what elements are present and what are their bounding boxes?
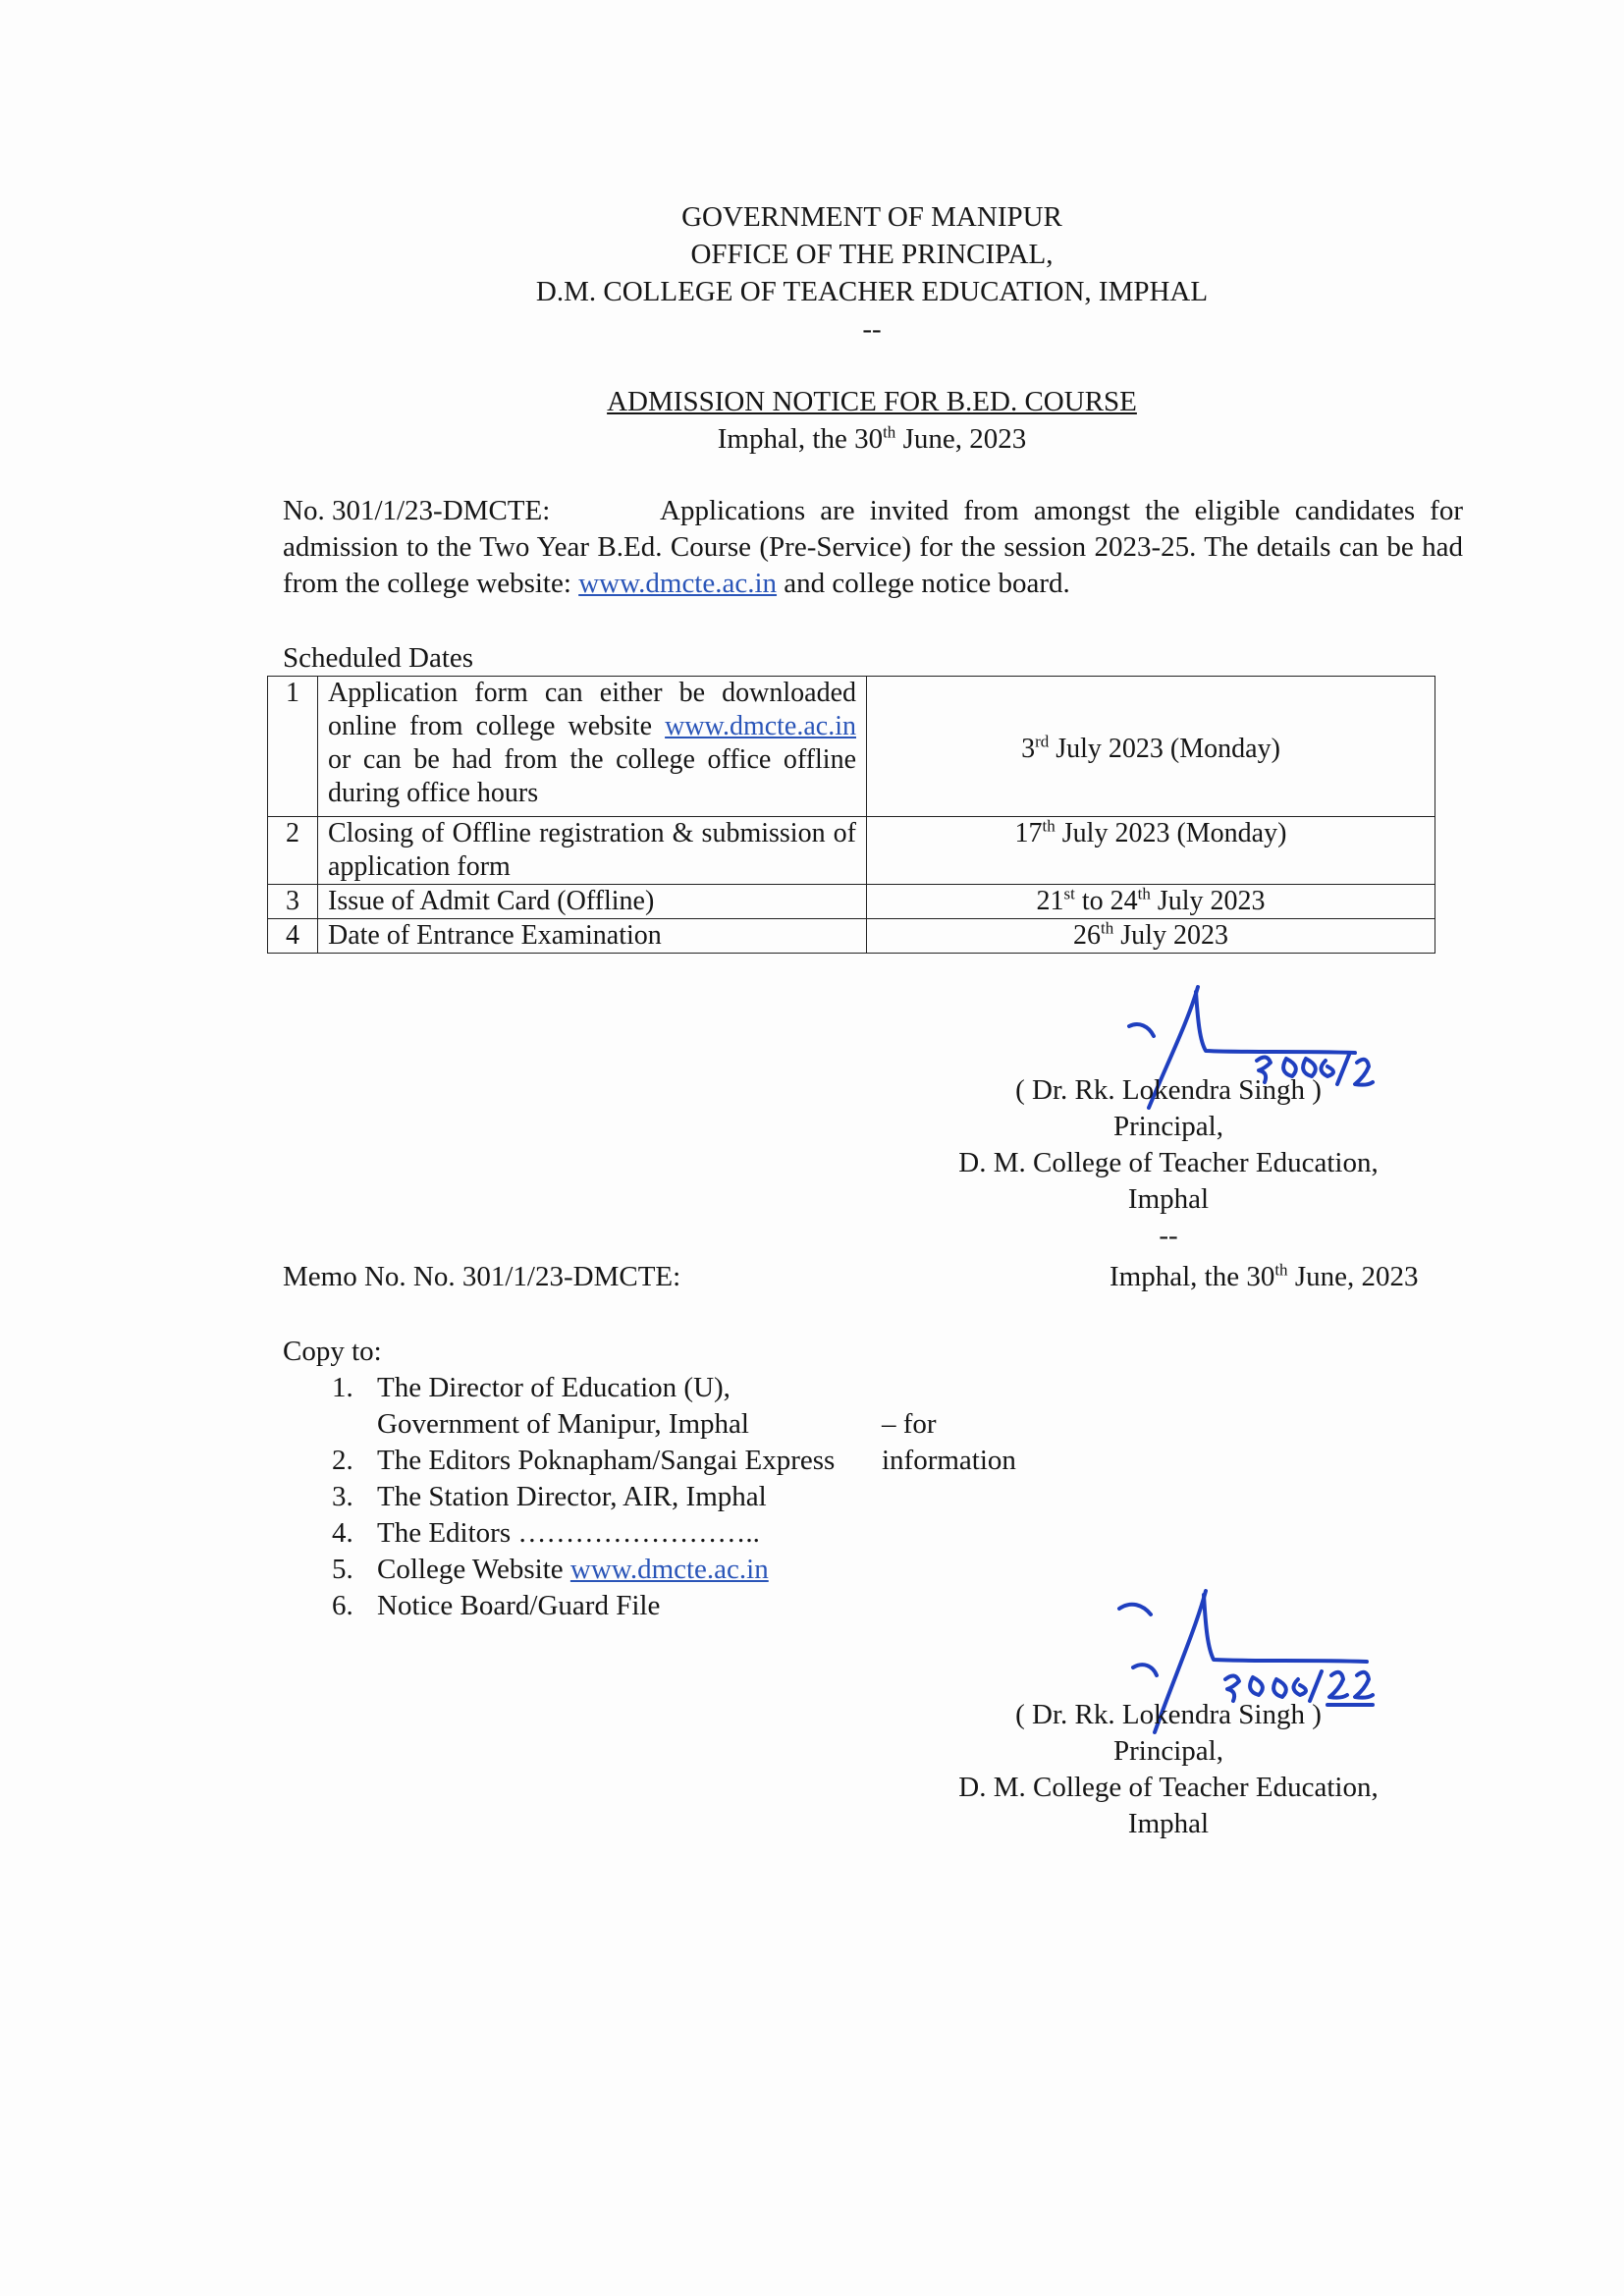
row-number: 4	[268, 919, 318, 954]
signature-block-1	[884, 1072, 1453, 1254]
memo-date: Imphal, the 30th June, 2023	[1110, 1260, 1419, 1292]
table-row	[268, 919, 1435, 954]
notice-title-block	[0, 383, 1624, 458]
row-description: Date of Entrance Examination	[318, 919, 867, 954]
copy-to-section	[283, 1334, 1016, 1624]
list-item: 4. The Editors ……………………..	[332, 1517, 760, 1549]
signatory-place: Imphal	[1127, 1808, 1210, 1839]
notice-body: No. 301/1/23-DMCTE: Applications are invited from amongst the eligible candidates for admission to the Two Year B.Ed. Course (Pre-Service) for the session 2023-25. The details can be had from the college website: www.dmcte.ac.in and college notice board.	[283, 495, 1463, 599]
list-item: 2. The Editors Poknapham/Sangai Express	[332, 1445, 836, 1476]
signature-block-2	[884, 1697, 1453, 1842]
list-item: 1. The Director of Education (U),	[332, 1372, 731, 1403]
row-date: 17th July 2023 (Monday)	[867, 817, 1435, 885]
header-government: GOVERNMENT OF MANIPUR	[681, 201, 1062, 233]
row-number: 1	[268, 677, 318, 817]
row-number: 3	[268, 885, 318, 919]
header-office: OFFICE OF THE PRINCIPAL,	[690, 239, 1054, 270]
schedule-caption: Scheduled Dates	[283, 642, 474, 674]
row-number: 2	[268, 817, 318, 885]
website-link[interactable]: www.dmcte.ac.in	[569, 1554, 769, 1585]
signatory-designation: Principal,	[1113, 1111, 1223, 1142]
list-item: 3. The Station Director, AIR, Imphal	[332, 1481, 767, 1512]
header-separator: --	[862, 313, 882, 345]
signatory-place: Imphal	[1127, 1183, 1210, 1215]
row-description: Closing of Offline registration & submission of application form	[318, 817, 867, 885]
notice-title: ADMISSION NOTICE FOR B.ED. COURSE	[607, 386, 1137, 417]
copy-to-label: Copy to:	[283, 1336, 382, 1367]
signature-separator: --	[1159, 1220, 1178, 1251]
row-description: Issue of Admit Card (Offline)	[318, 885, 867, 919]
signatory-institution: D. M. College of Teacher Education,	[958, 1772, 1379, 1803]
notice-number: No. 301/1/23-DMCTE:	[283, 495, 551, 526]
signatory-name: ( Dr. Rk. Lokendra Singh )	[1015, 1699, 1322, 1730]
copy-to-list	[283, 1370, 1016, 1624]
letterhead	[0, 198, 1624, 348]
for-information-note: – for information	[882, 1408, 1016, 1476]
list-item: 6. Notice Board/Guard File	[332, 1590, 661, 1621]
row-date: 3rd July 2023 (Monday)	[867, 677, 1435, 817]
signatory-designation: Principal,	[1113, 1735, 1223, 1767]
table-row	[268, 677, 1435, 817]
list-item: 5. College Website www.dmcte.ac.in	[332, 1554, 769, 1585]
website-link[interactable]: www.dmcte.ac.in	[665, 711, 856, 741]
row-description: Application form can either be downloaded online from college website www.dmcte.ac.in or can be had from the college office offline during office hours	[318, 677, 867, 817]
row-date: 21st to 24th July 2023	[867, 885, 1435, 919]
signatory-institution: D. M. College of Teacher Education,	[958, 1147, 1379, 1178]
table-row	[268, 817, 1435, 885]
website-link[interactable]: www.dmcte.ac.in	[578, 568, 778, 599]
header-college: D.M. COLLEGE OF TEACHER EDUCATION, IMPHAL	[535, 276, 1209, 307]
table-row	[268, 885, 1435, 919]
memo-number: Memo No. No. 301/1/23-DMCTE:	[283, 1261, 681, 1292]
list-item: Government of Manipur, Imphal – for information	[283, 1406, 835, 1443]
schedule-table	[267, 676, 1435, 954]
signatory-name: ( Dr. Rk. Lokendra Singh )	[1015, 1074, 1322, 1106]
row-date: 26th July 2023	[867, 919, 1435, 954]
notice-date: Imphal, the 30th June, 2023	[717, 422, 1027, 455]
